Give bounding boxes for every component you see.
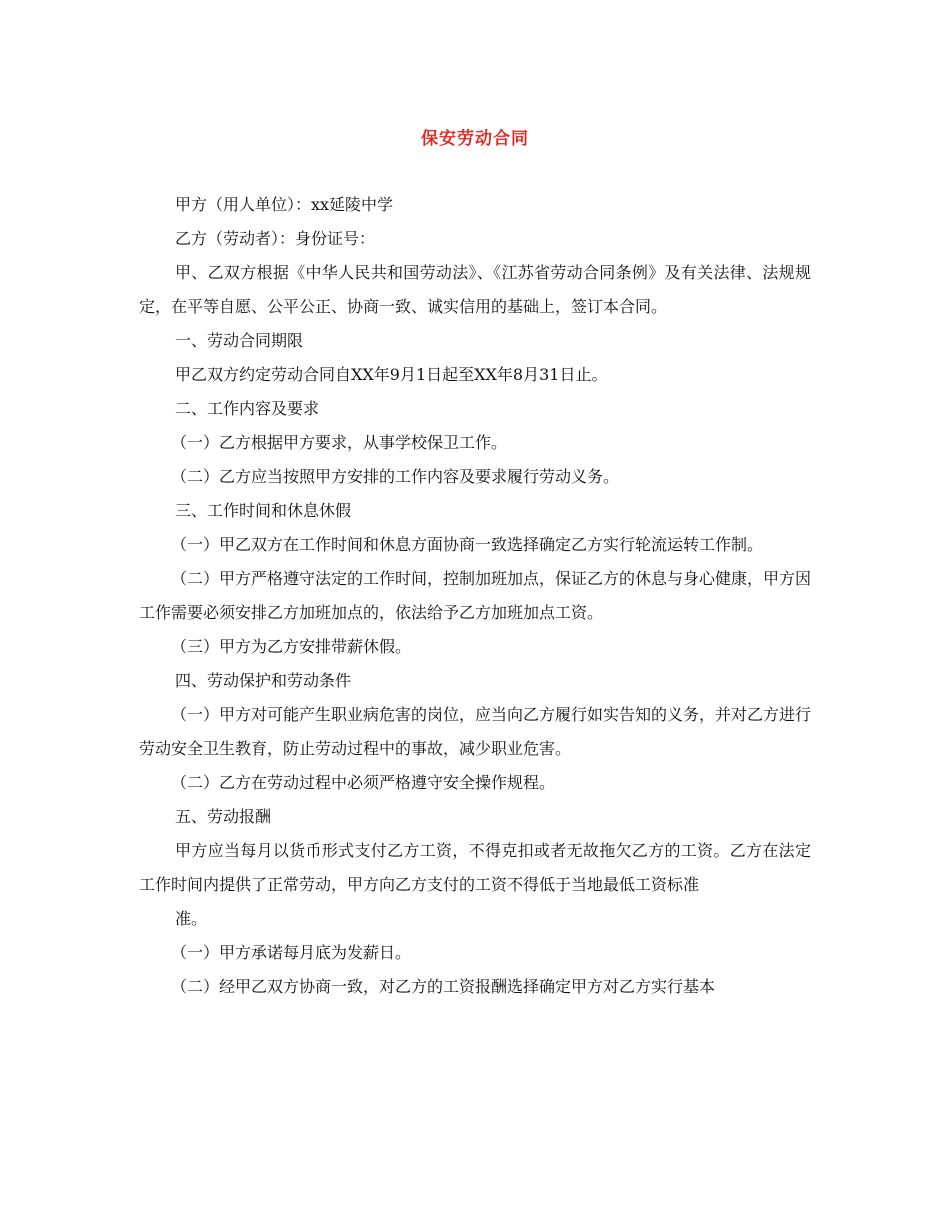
- labor-protection-item-2: （二）乙方在劳动过程中必须严格遵守安全操作规程。: [171, 773, 556, 792]
- document-body: [139, 188, 811, 1004]
- remuneration-paragraph: 甲方应当每月以货币形式支付乙方工资，不得克扣或者无故拖欠乙方的工资。乙方在法定工作时间内提供了正常劳动，甲方向乙方支付的工资不得低于当地最低工资标准: [139, 841, 811, 894]
- section-heading-labor-protection: 四、劳动保护和劳动条件: [175, 671, 352, 690]
- work-content-item-1: （一）乙方根据甲方要求，从事学校保卫工作。: [171, 433, 508, 452]
- working-hours-item-2: （二）甲方严格遵守法定的工作时间，控制加班加点，保证乙方的休息与身心健康，甲方因工作需要必须安排乙方加班加点的，依法给予乙方加班加点工资。: [139, 569, 812, 622]
- section-heading-work-content: 二、工作内容及要求: [175, 399, 320, 418]
- work-content-item-2: （二）乙方应当按照甲方安排的工作内容及要求履行劳动义务。: [171, 467, 620, 486]
- section-heading-remuneration: 五、劳动报酬: [175, 807, 272, 826]
- remuneration-continuation: 准。: [175, 909, 208, 928]
- document-title: 保安劳动合同: [421, 129, 529, 149]
- term-paragraph: 甲乙双方约定劳动合同自XX年9月1日起至XX年8月31日止。: [175, 365, 608, 384]
- working-hours-item-1: （一）甲乙双方在工作时间和休息方面协商一致选择确定乙方实行轮流运转工作制。: [171, 535, 764, 554]
- party-b-line: 乙方（劳动者）：身份证号：: [175, 229, 376, 248]
- working-hours-item-3: （三）甲方为乙方安排带薪休假。: [171, 637, 412, 656]
- remuneration-item-1: （一）甲方承诺每月底为发薪日。: [171, 943, 412, 962]
- party-a-line: 甲方（用人单位）：xx延陵中学: [175, 195, 394, 214]
- section-heading-term: 一、劳动合同期限: [175, 331, 304, 350]
- section-heading-working-hours: 三、工作时间和休息休假: [175, 501, 352, 520]
- labor-protection-item-1: （一）甲方对可能产生职业病危害的岗位，应当向乙方履行如实告知的义务，并对乙方进行劳动安全卫生教育，防止劳动过程中的事故，减少职业危害。: [139, 705, 812, 758]
- remuneration-item-2: （二）经甲乙双方协商一致，对乙方的工资报酬选择确定甲方对乙方实行基本: [171, 977, 716, 996]
- preamble-paragraph: 甲、乙双方根据《中华人民共和国劳动法》、《江苏省劳动合同条例》及有关法律、法规规定，在平等自愿、公平公正、协商一致、诚实信用的基础上，签订本合同。: [139, 263, 811, 316]
